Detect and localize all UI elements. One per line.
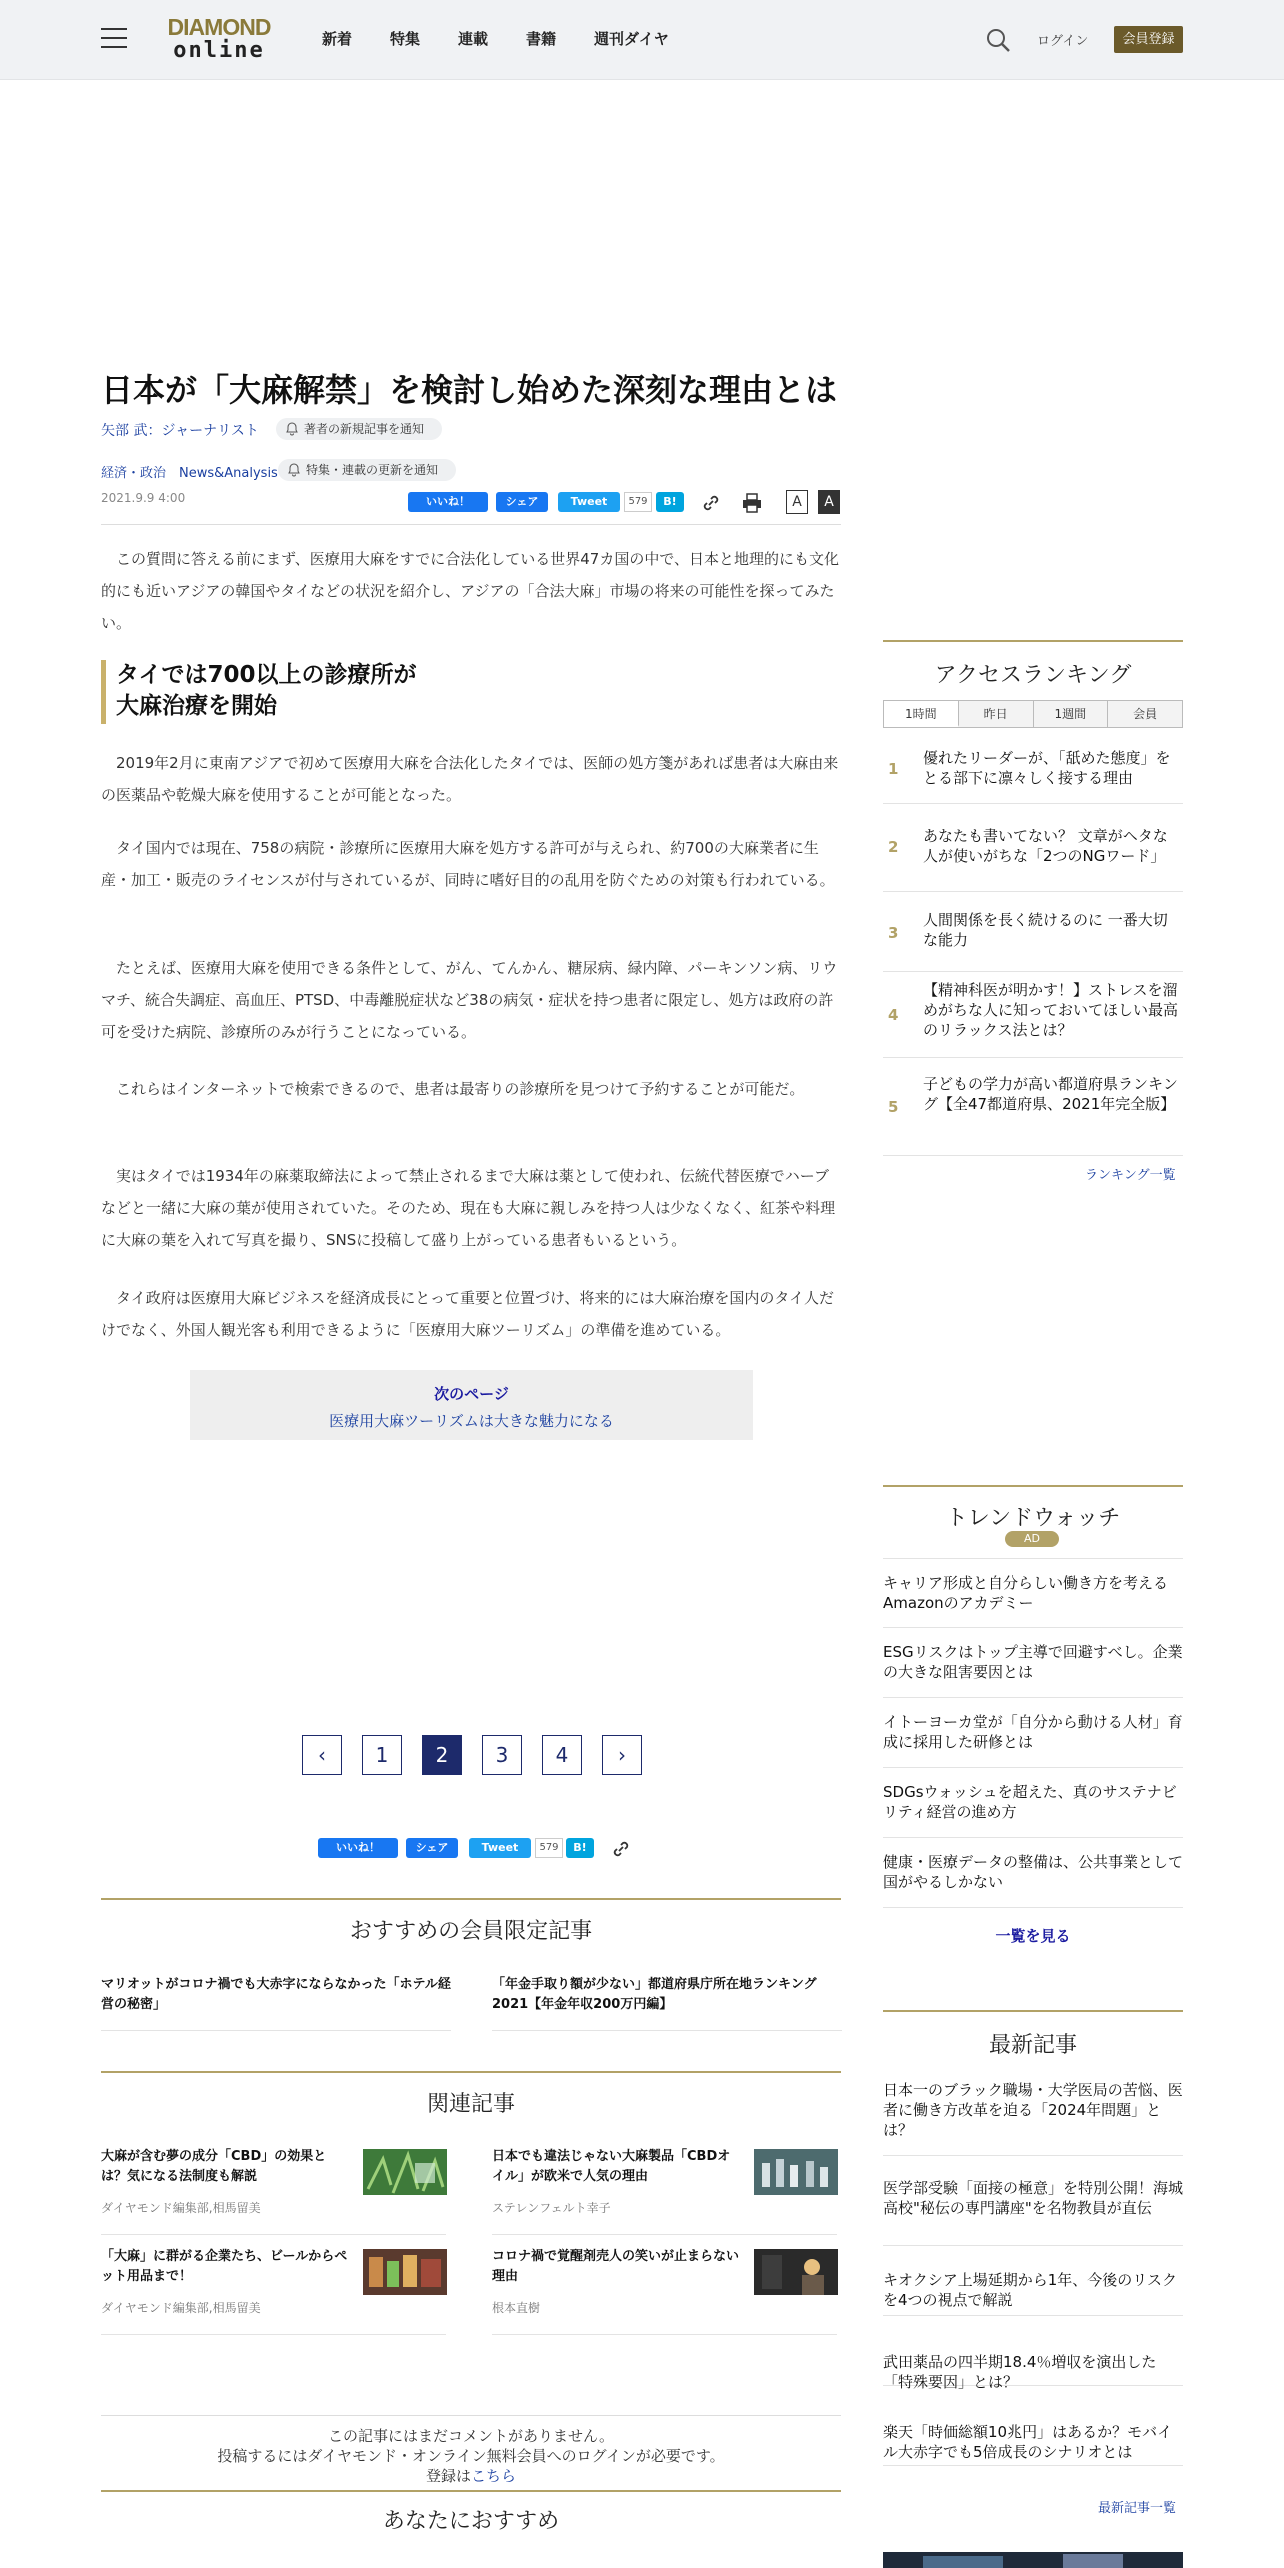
latest-item[interactable] <box>883 2070 1183 2156</box>
related-article-thumbnail <box>754 2149 838 2195</box>
like-label: いいね！ <box>336 1841 380 1854</box>
latest-item-title: 楽天「時価総額10兆円」はあるか？モバイル大赤字でも5倍成長のシナリオとは <box>883 2423 1173 2461</box>
trend-item-title: SDGsウォッシュを超えた、真のサステナビリティ経営の進め方 <box>883 1783 1177 1821</box>
comments-empty-text: この記事にはまだコメントがありません。 <box>328 2427 614 2445</box>
ranking-title: 子どもの学力が高い都道府県ランキング【全47都道府県、2021年完全版】 <box>923 1075 1178 1113</box>
related-article-source: 根本直樹 <box>492 2301 541 2315</box>
ranking-title: あなたも書いてない？ 文章がヘタな人が使いがちな「2つのNGワード」 <box>923 827 1168 865</box>
ranking-tab-yesterday[interactable]: 昨日 <box>959 701 1034 727</box>
promo-banner-image[interactable] <box>883 2552 1183 2568</box>
trend-item[interactable] <box>883 1558 1183 1628</box>
ranking-more-link[interactable]: ランキング一覧 <box>1085 1168 1176 1183</box>
latest-item-title: 医学部受験「面接の極意」を特別公開！海城高校"秘伝の専門講座"を名物教員が直伝 <box>883 2179 1184 2217</box>
hatena-label: B! <box>663 495 677 508</box>
hatena-bookmark-button-bottom[interactable] <box>566 1838 594 1858</box>
trend-item-title: ESGリスクはトップ主導で回避すべし。企業の大きな阻害要因とは <box>883 1643 1183 1681</box>
next-page-title: 医療用大麻ツーリズムは大きな魅力になる <box>329 1412 614 1430</box>
trend-item-title: 健康・医療データの整備は、公共事業として国がやるしかない <box>883 1853 1184 1891</box>
ranking-number: 4 <box>888 1006 899 1024</box>
article-title: 日本が「大麻解禁」を検討し始めた深刻な理由とは <box>101 371 838 409</box>
body-paragraph: タイ国内では現在、758の病院・診療所に医療用大麻を処方する許可が与えられ、約700の大麻業者に生産・加工・販売のライセンスが付与されているが、同時に嗜好目的の乱用を防ぐための対策も行われている。 <box>101 839 835 889</box>
search-icon[interactable] <box>985 27 1011 53</box>
related-article[interactable] <box>101 2135 446 2235</box>
facebook-share-button[interactable] <box>496 492 548 512</box>
member-article-link[interactable] <box>101 1975 451 2031</box>
body-paragraph: タイ政府は医療用大麻ビジネスを経済成長にとって重要と位置づけ、将来的には大麻治療を国内のタイ人だけでなく、外国人観光客も利用できるように「医療用大麻ツーリズム」の準備を進めている。 <box>101 1289 835 1339</box>
latest-heading <box>883 2010 1183 2059</box>
ranking-tab-week[interactable]: 1週間 <box>1034 701 1109 727</box>
facebook-like-button-bottom[interactable] <box>318 1838 398 1858</box>
nav-weekly[interactable]: 週刊ダイヤ <box>594 30 669 48</box>
like-label: いいね！ <box>426 495 470 508</box>
trend-item[interactable] <box>883 1838 1183 1908</box>
latest-item[interactable] <box>883 2246 1183 2316</box>
hatena-count-bottom: 579 <box>535 1838 563 1858</box>
link-copy-icon[interactable] <box>610 1838 632 1860</box>
next-page-link[interactable] <box>190 1370 753 1440</box>
ranking-item[interactable] <box>883 736 1183 804</box>
ranking-tab-members[interactable]: 会員 <box>1108 701 1182 727</box>
facebook-share-button-bottom[interactable] <box>406 1838 458 1858</box>
ranking-item[interactable] <box>883 804 1183 892</box>
ranking-item[interactable] <box>883 972 1183 1058</box>
comments-register-prefix: 登録は <box>425 2467 471 2485</box>
comments-login-text: 投稿するにはダイヤモンド・オンライン無料会員へのログインが必要です。 <box>217 2447 725 2465</box>
related-heading <box>101 2071 841 2118</box>
latest-item-title: 武田薬品の四半期18.4％増収を演出した「特殊要因」とは？ <box>883 2353 1157 2391</box>
related-title: 関連記事 <box>426 2092 515 2117</box>
comments-section <box>101 2415 841 2486</box>
author-link[interactable]: 矢部 武：ジャーナリスト <box>101 423 259 439</box>
author-follow-label: 著者の新規記事を通知 <box>304 422 425 436</box>
for-you-title: あなたにおすすめ <box>382 2509 560 2534</box>
register-link[interactable]: こちら <box>471 2467 517 2485</box>
related-article-title: 大麻が含む夢の成分「CBD」の効果とは？気になる法制度も解説 <box>101 2149 327 2184</box>
section-heading <box>101 660 841 724</box>
trend-more-label: 一覧を見る <box>995 1927 1071 1945</box>
member-article-title: マリオットがコロナ禍でも大赤字にならなかった「ホテル経営の秘密」 <box>101 1977 451 2012</box>
link-copy-icon[interactable] <box>700 492 722 514</box>
related-article-thumbnail <box>754 2249 838 2295</box>
bell-icon <box>286 422 298 436</box>
related-article-title: 日本でも違法じゃない大麻製品「CBDオイル」が欧米で人気の理由 <box>492 2149 731 2184</box>
hatena-count: 579 <box>624 492 652 512</box>
signup-button[interactable]: 会員登録 <box>1114 26 1183 53</box>
tweet-button-bottom[interactable] <box>469 1838 531 1858</box>
related-article[interactable] <box>101 2235 446 2335</box>
tweet-label: Tweet <box>481 1841 519 1854</box>
latest-item[interactable] <box>883 2386 1183 2466</box>
print-icon[interactable] <box>741 492 763 514</box>
latest-item-title: 日本一のブラック職場・大学医局の苦悩、医者に働き方改革を迫る「2024年問題」とは？ <box>883 2081 1183 2139</box>
bell-icon <box>288 463 300 477</box>
login-link[interactable]: ログイン <box>1037 34 1089 49</box>
latest-item[interactable] <box>883 2316 1183 2391</box>
related-article-source: ダイヤモンド編集部,相馬留美 <box>101 2301 261 2315</box>
trend-item[interactable] <box>883 1628 1183 1698</box>
comments-register-line <box>101 2466 841 2486</box>
share-label: シェア <box>415 1841 449 1854</box>
ranking-item[interactable] <box>883 892 1183 972</box>
ranking-tab-hour[interactable]: 1時間 <box>884 701 959 727</box>
ad-badge: AD <box>1005 1531 1059 1547</box>
next-page-label: 次のページ <box>434 1385 509 1403</box>
menu-icon[interactable] <box>101 28 127 48</box>
recommended-members-title: おすすめの会員限定記事 <box>349 1919 593 1944</box>
hatena-label: B! <box>573 1841 587 1854</box>
ranking-title: 【精神科医が明かす！】ストレスを溜めがちな人に知っておいてほしい最高のリラックス法とは？ <box>923 981 1179 1039</box>
trend-item-title: キャリア形成と自分らしい働き方を考えるAmazonのアカデミー <box>883 1574 1169 1612</box>
related-article-thumbnail <box>363 2249 447 2295</box>
page-3-button[interactable]: 3 <box>482 1735 522 1775</box>
body-paragraph: 2019年2月に東南アジアで初めて医療用大麻を合法化したタイでは、医師の処方箋があれば患者は大麻由来の医薬品や乾燥大麻を使用することが可能となった。 <box>101 754 839 804</box>
ranking-number: 3 <box>888 924 899 942</box>
related-article-source: ダイヤモンド編集部,相馬留美 <box>101 2201 261 2215</box>
recommended-members-heading <box>101 1898 841 1945</box>
ranking-title: 優れたリーダーが、「舐めた態度」をとる部下に凛々しく接する理由 <box>923 749 1171 787</box>
trend-watch-title: トレンドウォッチ <box>945 1506 1121 1531</box>
for-you-heading <box>101 2490 841 2535</box>
ranking-tabs <box>883 700 1183 728</box>
body-paragraph: これらはインターネットで検索できるので、患者は最寄りの診療所を見つけて予約することが可能だ。 <box>116 1080 805 1098</box>
logo-online: online <box>173 38 265 63</box>
publish-date: 2021.9.9 4:00 <box>101 491 186 505</box>
series-follow-button[interactable] <box>278 459 456 481</box>
related-article-thumbnail <box>363 2149 447 2195</box>
related-article[interactable] <box>492 2235 837 2335</box>
trend-watch-heading <box>883 1485 1183 1532</box>
page-2-button[interactable]: 2 <box>422 1735 462 1775</box>
trend-item-title: イトーヨーカ堂が「自分から動ける人材」育成に採用した研修とは <box>883 1713 1183 1751</box>
ranking-item[interactable] <box>883 1058 1183 1156</box>
divider <box>101 524 841 525</box>
ranking-title: 人間関係を長く続けるのに 一番大切な能力 <box>923 911 1168 949</box>
prev-page-button[interactable]: ‹ <box>302 1735 342 1775</box>
facebook-like-button[interactable] <box>408 492 488 512</box>
author-follow-button[interactable] <box>276 418 442 440</box>
next-page-button[interactable]: › <box>602 1735 642 1775</box>
related-article-source: ステレンフェルト幸子 <box>492 2201 611 2215</box>
page-4-button[interactable]: 4 <box>542 1735 582 1775</box>
font-size-large-button[interactable]: A <box>818 490 840 514</box>
trend-item[interactable] <box>883 1698 1183 1768</box>
latest-more-link[interactable]: 最新記事一覧 <box>1098 2501 1177 2516</box>
site-logo[interactable] <box>164 16 274 64</box>
body-paragraph: 実はタイでは1934年の麻薬取締法によって禁止されるまで大麻は薬として使われ、伝統代替医療でハーブなどと一緒に大麻の葉が使用されていた。そのため、現在も大麻に親しみを持つ人は少なくなく、紅茶や料理に大麻の葉を入れて写真を撮り、SNSに投稿して盛り上がっている患者もいるという。 <box>101 1167 836 1249</box>
nav-books[interactable]: 書籍 <box>526 30 557 48</box>
trend-more-link[interactable] <box>883 1925 1183 1946</box>
page-1-button[interactable]: 1 <box>362 1735 402 1775</box>
share-label: シェア <box>505 495 539 508</box>
intro-paragraph: この質問に答える前にまず、医療用大麻をすでに合法化している世界47カ国の中で、日本と地理的にも文化的にも近いアジアの韓国やタイなどの状況を紹介し、アジアの「合法大麻」市場の将来の可能性を探ってみたい。 <box>101 550 840 632</box>
member-article-title: 「年金手取り額が少ない」都道府県庁所在地ランキング2021【年金年収200万円編】 <box>492 1977 817 2012</box>
series-follow-label: 特集・連載の更新を通知 <box>306 463 439 477</box>
nav-series[interactable]: 連載 <box>458 30 489 48</box>
trend-item[interactable] <box>883 1768 1183 1838</box>
ranking-heading <box>883 640 1183 689</box>
tweet-button[interactable] <box>558 492 620 512</box>
nav-new[interactable]: 新着 <box>322 30 353 48</box>
body-paragraph: たとえば、医療用大麻を使用できる条件として、がん、てんかん、糖尿病、緑内障、パーキンソン病、リウマチ、統合失調症、高血圧、PTSD、中毒離脱症状など38の病気・症状を持つ患者に限定し、処方は政府の許可を受けた病院、診療所のみが行うことになっている。 <box>101 959 838 1041</box>
site-header <box>0 0 1284 80</box>
ranking-number: 5 <box>888 1098 899 1116</box>
related-article-title: 「大麻」に群がる企業たち、ビールからペット用品まで！ <box>101 2249 348 2284</box>
latest-item[interactable] <box>883 2156 1183 2246</box>
nav-features[interactable]: 特集 <box>390 30 421 48</box>
ranking-number: 1 <box>888 760 899 778</box>
ranking-number: 2 <box>888 838 899 856</box>
related-article[interactable] <box>492 2135 837 2235</box>
related-article-title: コロナ禍で覚醒剤売人の笑いが止まらない理由 <box>492 2249 740 2284</box>
tweet-label: Tweet <box>570 495 608 508</box>
font-size-small-button[interactable]: A <box>786 490 808 514</box>
section-heading-text: タイでは700以上の診療所が 大麻治療を開始 <box>116 662 417 719</box>
latest-title: 最新記事 <box>988 2033 1077 2058</box>
hatena-bookmark-button[interactable] <box>656 492 684 512</box>
category-links[interactable]: 経済・政治 News&Analysis <box>101 466 278 481</box>
ranking-title: アクセスランキング <box>934 663 1132 688</box>
latest-item-title: キオクシア上場延期から1年、今後のリスクを4つの視点で解説 <box>883 2271 1177 2309</box>
logo-diamond: DIAMOND <box>167 14 271 40</box>
member-article-link[interactable] <box>492 1975 842 2031</box>
